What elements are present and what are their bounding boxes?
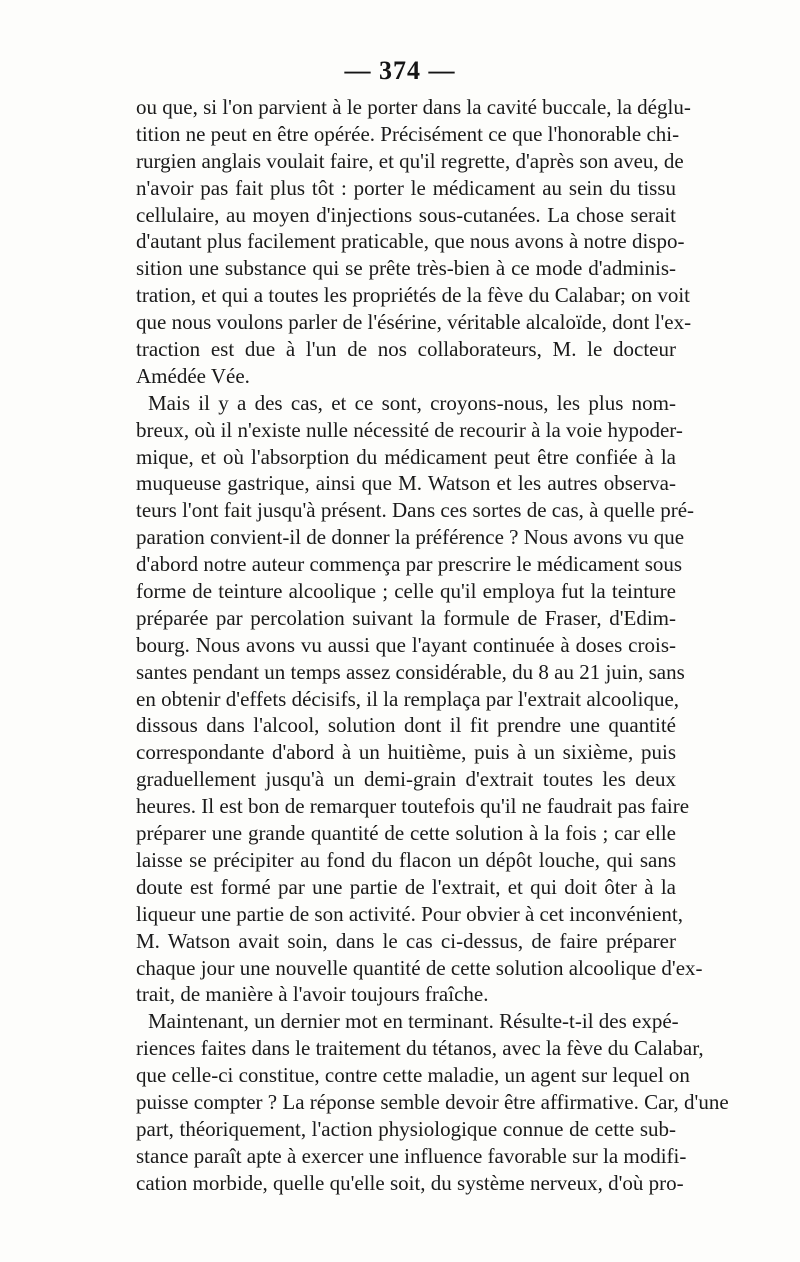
text-line: liqueur une partie de son activité. Pour obvier à cet inconvénient,	[136, 901, 683, 926]
text-line: M. Watson avait soin, dans le cas ci-dessus, de faire préparer	[136, 928, 676, 953]
text-line: traction est due à l'un de nos collaborateurs, M. le docteur	[136, 337, 676, 362]
text-line: Amédée Vée.	[136, 363, 250, 388]
text-line: tration, et qui a toutes les propriétés de la fève du Calabar; on voit	[136, 283, 690, 308]
body-text	[136, 94, 729, 1197]
text-line: sition une substance qui se prête très-bien à ce mode d'adminis-	[136, 256, 676, 281]
text-line: forme de teinture alcoolique ; celle qu'il employa fut la teinture	[136, 579, 676, 604]
text-line: en obtenir d'effets décisifs, il la remplaça par l'extrait alcoolique,	[136, 686, 680, 711]
text-line: teurs l'ont fait jusqu'à présent. Dans ces sortes de cas, à quelle pré-	[136, 498, 695, 523]
page-number: — 374 —	[344, 56, 456, 85]
text-line: chaque jour une nouvelle quantité de cette solution alcoolique d'ex-	[136, 955, 703, 980]
text-line: paration convient-il de donner la préférence ? Nous avons vu que	[136, 525, 685, 550]
text-line: d'autant plus facilement praticable, que nous avons à notre dispo-	[136, 229, 685, 254]
text-line: cellulaire, au moyen d'injections sous-cutanées. La chose serait	[136, 202, 676, 227]
text-line: graduellement jusqu'à un demi-grain d'extrait toutes les deux	[136, 767, 676, 792]
text-line: stance paraît apte à exercer une influence favorable sur la modifi-	[136, 1143, 687, 1168]
text-line: Maintenant, un dernier mot en terminant. Résulte-t-il des expé-	[148, 1009, 679, 1034]
text-line: puisse compter ? La réponse semble devoir être affirmative. Car, d'une	[136, 1089, 729, 1114]
text-line: breux, où il n'existe nulle nécessité de recourir à la voie hypoder-	[136, 417, 683, 442]
text-line: correspondante d'abord à un huitième, puis à un sixième, puis	[136, 740, 676, 765]
text-line: santes pendant un temps assez considérable, du 8 au 21 juin, sans	[136, 659, 685, 684]
text-line: riences faites dans le traitement du tétanos, avec la fève du Calabar,	[136, 1036, 704, 1061]
text-line: d'abord notre auteur commença par prescrire le médicament sous	[136, 552, 683, 577]
text-line: n'avoir pas fait plus tôt : porter le médicament au sein du tissu	[136, 175, 676, 200]
text-line: doute est formé par une partie de l'extrait, et qui doit ôter à la	[136, 874, 676, 899]
text-line: heures. Il est bon de remarquer toutefois qu'il ne faudrait pas faire	[136, 794, 690, 819]
text-line: préparer une grande quantité de cette solution à la fois ; car elle	[136, 821, 676, 846]
text-line: bourg. Nous avons vu aussi que l'ayant continuée à doses crois-	[136, 632, 676, 657]
text-line: que celle-ci constitue, contre cette maladie, un agent sur lequel on	[136, 1063, 690, 1088]
text-line: dissous dans l'alcool, solution dont il fit prendre une quantité	[136, 713, 676, 738]
text-line: laisse se précipiter au fond du flacon un dépôt louche, qui sans	[136, 847, 676, 872]
text-line: cation morbide, quelle qu'elle soit, du système nerveux, d'où pro-	[136, 1170, 684, 1195]
text-line: rurgien anglais voulait faire, et qu'il regrette, d'après son aveu, de	[136, 148, 684, 173]
text-line: tition ne peut en être opérée. Précisément ce que l'honorable chi-	[136, 121, 680, 146]
text-line: que nous voulons parler de l'ésérine, véritable alcaloïde, dont l'ex-	[136, 310, 692, 335]
text-line: Mais il y a des cas, et ce sont, croyons-nous, les plus nom-	[148, 390, 676, 415]
text-line: trait, de manière à l'avoir toujours fraîche.	[136, 982, 489, 1007]
text-line: muqueuse gastrique, ainsi que M. Watson et les autres observa-	[136, 471, 676, 496]
text-line: préparée par percolation suivant la formule de Fraser, d'Edim-	[136, 605, 676, 630]
text-line: mique, et où l'absorption du médicament peut être confiée à la	[136, 444, 676, 469]
text-line: ou que, si l'on parvient à le porter dans la cavité buccale, la déglu-	[136, 95, 691, 119]
text-line: part, théoriquement, l'action physiologique connue de cette sub-	[136, 1116, 676, 1141]
